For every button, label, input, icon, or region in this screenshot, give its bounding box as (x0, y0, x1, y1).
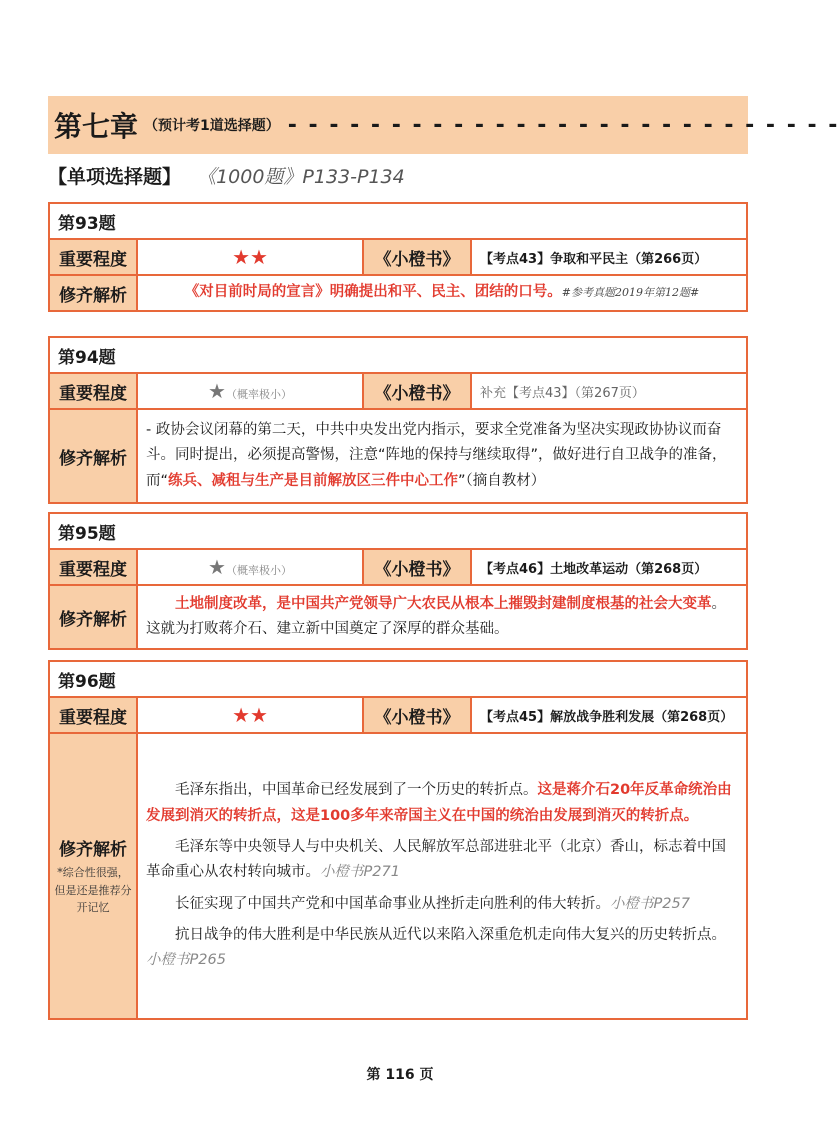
p2-text: 毛泽东等中央领导人与中央机关、人民解放军总部进驻北平（北京）香山，标志着中国革命重心从农村转向城市。 (146, 838, 726, 881)
importance-stars: ★ (208, 555, 226, 579)
analysis-text (137, 585, 747, 649)
question-96-table (48, 660, 748, 1020)
analysis-memo: *综合性很强，但是还是推荐分开记忆 (54, 866, 132, 915)
question-title: 第94题 (49, 337, 747, 373)
analysis-rest: 。这就为打败蒋介石、建立新中国奠定了深厚的群众基础。 (146, 595, 726, 637)
chapter-header (48, 96, 839, 154)
p1-text: 毛泽东指出，中国革命已经发展到了一个历史的转折点。 (175, 782, 538, 799)
exam-point: 【考点45】解放战争胜利发展（第268页） (471, 697, 747, 733)
exam-point: 【考点43】争取和平民主（第266页） (471, 239, 747, 275)
page-number: 第 116 页 (366, 1067, 434, 1083)
book-label: 《小橙书》 (363, 239, 471, 275)
chapter-title: 第七章 (54, 110, 139, 143)
importance-stars-cell (137, 373, 363, 409)
book-label: 《小橙书》 (363, 697, 471, 733)
analysis-label: 修齐解析 (49, 409, 137, 503)
exam-point: 补充【考点43】（第267页） (471, 373, 747, 409)
analysis-label: 修齐解析 (49, 275, 137, 311)
question-title: 第96题 (49, 661, 747, 697)
question-title: 第95题 (49, 513, 747, 549)
analysis-note: #参考真题2019年第12题# (561, 286, 700, 300)
p3-text: 长征实现了中国共产党和中国革命事业从挫折走向胜利的伟大转折。 (175, 895, 610, 912)
section-reference: 《1000题》P133-P134 (197, 166, 405, 188)
importance-stars: ★★ (137, 697, 363, 733)
analysis-paragraph-3 (146, 892, 738, 917)
analysis-part-2: ”（摘自教材） (458, 472, 546, 489)
star-note: （概率极小） (225, 564, 292, 577)
p4-reference: 小橙书P265 (146, 952, 226, 969)
book-label: 《小橙书》 (363, 549, 471, 585)
section-heading (48, 162, 405, 189)
analysis-text (137, 275, 747, 311)
book-label: 《小橙书》 (363, 373, 471, 409)
p2-reference: 小橙书P271 (320, 864, 400, 881)
question-95-table (48, 512, 748, 650)
p4-text: 抗日战争的伟大胜利是中华民族从近代以来陷入深重危机走向伟大复兴的历史转折点。 (175, 927, 726, 944)
analysis-paragraph-4 (146, 923, 738, 974)
importance-stars: ★★ (137, 239, 363, 275)
question-94-table (48, 336, 748, 504)
star-note: （概率极小） (225, 388, 292, 401)
analysis-paragraph-1 (146, 778, 738, 829)
analysis-highlight: 《对目前时局的宣言》明确提出和平、民主、团结的口号。 (184, 284, 562, 301)
analysis-text (137, 409, 747, 503)
importance-label: 重要程度 (49, 239, 137, 275)
analysis-text (137, 733, 747, 1019)
analysis-label: 修齐解析 (49, 585, 137, 649)
analysis-part-1: - 政协会议闭幕的第二天，中共中央发出党内指示，要求全党准备为坚决实现政协协议而奋斗。同时提出，必须提高警惕，注意“阵地的保持与继续取得”，做好进行自卫战争的准备，而“ (146, 421, 727, 489)
analysis-label-cell (49, 733, 137, 1019)
analysis-paragraph-2 (146, 835, 738, 886)
analysis-highlight: 练兵、减租与生产是目前解放区三件中心工作 (168, 472, 459, 489)
analysis-highlight: 土地制度改革，是中国共产党领导广大农民从根本上摧毁封建制度根基的社会大变革 (175, 595, 712, 612)
analysis-label: 修齐解析 (59, 840, 127, 861)
question-93-table (48, 202, 748, 312)
exam-point: 【考点46】土地改革运动（第268页） (471, 549, 747, 585)
importance-stars-cell (137, 549, 363, 585)
chapter-subtitle: （预计考1道选择题） (144, 118, 280, 134)
importance-label: 重要程度 (49, 697, 137, 733)
importance-label: 重要程度 (49, 373, 137, 409)
importance-label: 重要程度 (49, 549, 137, 585)
importance-stars: ★ (208, 379, 226, 403)
chapter-dashes: - - - - - - - - - - - - - - - - - - - - - - - - - - - (287, 112, 839, 138)
p3-reference: 小橙书P257 (610, 895, 690, 912)
section-label: 【单项选择题】 (48, 166, 182, 188)
p1-highlight: 这是蒋介石20年反革命统治由发展到消灭的转折点，这是100多年来帝国主义在中国的统治由发展到消灭的转折点。 (146, 782, 732, 824)
question-title: 第93题 (49, 203, 747, 239)
